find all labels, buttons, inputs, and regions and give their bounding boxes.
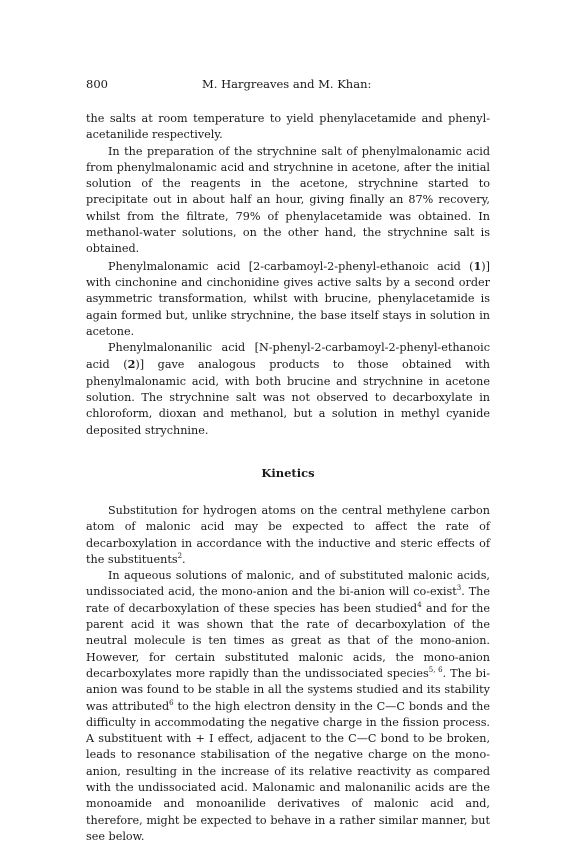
section-heading: Kinetics [261,465,315,480]
body-paragraph [86,258,490,340]
paragraph-text: . The bi-anion was found to be stable in all the systems studied and its stability was attributed [86,666,491,713]
page-number: 800 [86,77,108,91]
reference-superscript: 5, 6 [428,665,443,674]
paragraph-text: Phenylmalonanilic acid [N-phenyl-2-carbamoyl-2-phenyl-ethanoic acid ( [86,341,490,372]
paragraph-text: . The rate of decarboxylation of these species has been studied [86,585,490,615]
reference-superscript: 4 [417,600,422,609]
paragraph-text: )] with cinchonine and cinchonidine gives active salts by a second order asymmetric transformation, whilst with brucine, phenylacetamide is again formed but, unlike strychnine, the base itself stays in solution in acetone. [86,259,490,338]
body-paragraph [86,144,490,258]
running-header [86,76,490,92]
paragraph-text: Substitution for hydrogen atoms on the central methylene carbon atom of malonic acid may be expected to affect the rate of decarboxylation in accordance with the inductive and steric effects of the substituents [86,503,490,566]
body-paragraph [86,340,490,439]
paragraph-text: )] gave analogous products to those obtained with phenylmalonamic acid, with both brucine and strychnine in acetone solution. The strychnine salt was not observed to decarboxylate in chloroform, dioxan and methanol, but a solution in methyl cyanide deposited strychnine. [86,358,490,437]
paragraph-text: and for the parent acid it was shown that the rate of decarboxylation of the neutral molecule is ten times as great as that of the mono-anion. However, for certain substituted malonic acids, the mono-anion decarboxylates more rapidly than the undissociated species [86,601,490,680]
body-paragraph [86,503,490,568]
paragraph-text: to the high electron density in the C—C bonds and the difficulty in accommodating the negative charge in the fission process. A substituent with + I effect, adjacent to the C—C bond to be broken, leads to resonance stabilisation of the negative charge on the mono-anion, resulting in the increase of its relative reactivity as compared with the undissociated acid. Malonamic and malonanilic acids are the monoamide and monoanilide derivatives of malonic acid and, therefore, might be expected to behave in a rather similar manner, but see below. [86,699,490,843]
paragraph-text: Phenylmalonamic acid [2-carbamoyl-2-phenyl-ethanoic acid ( [108,259,474,273]
reference-superscript: 3 [456,584,462,593]
article-body [86,111,490,845]
compound-number: 1 [473,258,482,273]
paragraph-text: . [182,552,186,566]
compound-number: 2 [127,357,136,372]
paragraph-text: In the preparation of the strychnine salt of phenylmalonamic acid from phenylmalonamic acid and strychnine in acetone, after the initial solution of the reagents in the acetone, strychnine started to precipitate out in about half an hour, giving finally an 87% recovery, whilst from the filtrate, 79% of phenylacetamide was obtained. In methanol-water solutions, on the other hand, the strychnine salt is obtained. [86,144,490,256]
paragraph-text: In aqueous solutions of malonic, and of substituted malonic acids, undissociated acid, the mono-anion and the bi-anion will co-exist [86,569,490,599]
body-paragraph [86,568,490,845]
reference-superscript: 6 [169,698,174,707]
body-paragraph [86,111,490,144]
paragraph-text: the salts at room temperature to yield phenylacetamide and phenyl-acetanilide respectively. [86,112,490,142]
reference-superscript: 2 [177,551,183,560]
running-title: M. Hargreaves and M. Khan: [202,77,372,91]
